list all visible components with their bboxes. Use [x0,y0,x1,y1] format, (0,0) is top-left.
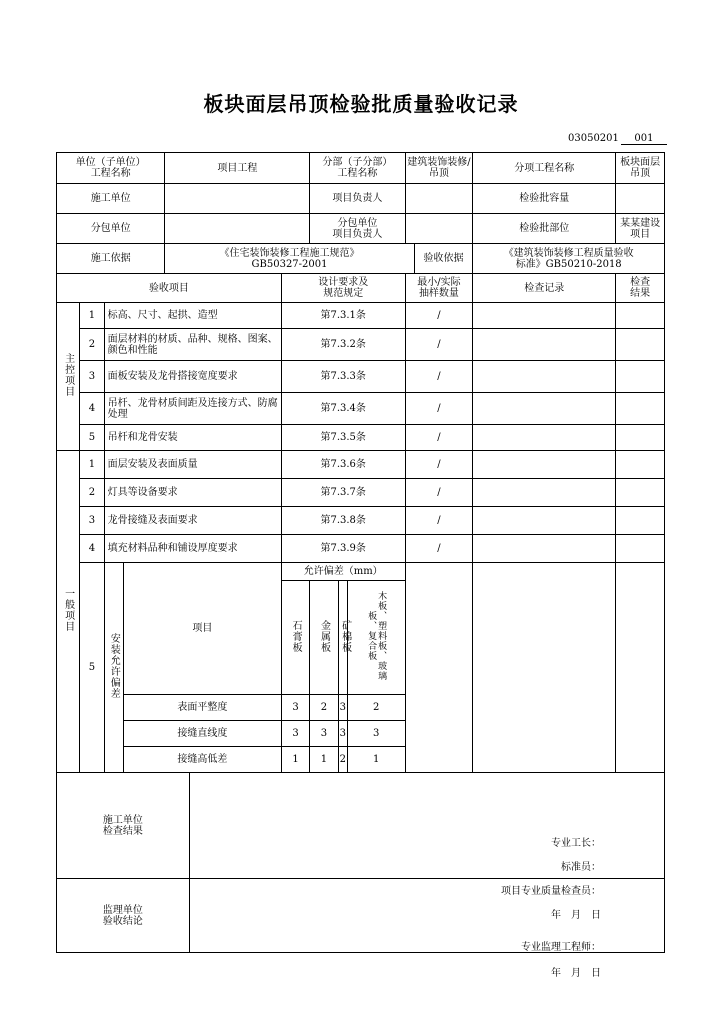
supervision-date-label: 年 月 日 [551,967,601,979]
main-item-record [473,303,616,329]
general-item-name: 灯具等设备要求 [104,479,281,507]
tolerance-sample-blank [405,563,473,773]
main-item-result [616,303,665,329]
general-item-record [473,507,616,535]
capacity-value [616,184,665,214]
sub-pm-value [405,214,473,244]
tolerance-record [473,563,616,773]
main-item-record [473,425,616,451]
general-item-spec: 第7.3.6条 [281,451,405,479]
column-item: 验收项目 [57,274,282,303]
standard-officer-label: 标准员： [561,861,601,873]
main-item-result [616,329,665,361]
supervision-check-label: 监理单位 验收结论 [57,879,190,953]
tolerance-value: 2 [338,747,347,773]
basis-label: 施工依据 [57,244,165,274]
basis-value: 《住宅装饰装修工程施工规范》 GB50327-2001 [165,244,414,274]
main-item-spec: 第7.3.4条 [281,393,405,425]
tolerance-group-label: 安装允许偏差 [104,563,123,773]
subitem-label: 分项工程名称 [473,153,616,184]
material-gypsum-board: 石膏板 [281,581,309,695]
column-result: 检查 结果 [616,274,665,303]
tolerance-result [616,563,665,773]
tolerance-value: 3 [338,695,347,721]
tolerance-row-name: 接缝直线度 [123,721,281,747]
construction-unit-value [165,184,310,214]
main-item-name: 吊杆、龙骨材质间距及连接方式、防腐处理 [104,393,281,425]
main-item-spec: 第7.3.5条 [281,425,405,451]
main-item-record [473,329,616,361]
tolerance-no: 5 [80,563,104,773]
column-record: 检查记录 [473,274,616,303]
tolerance-value: 3 [281,721,309,747]
general-item-no: 4 [80,535,104,563]
tolerance-row-name: 接缝高低差 [123,747,281,773]
general-item-sample: / [405,451,473,479]
general-item-no: 2 [80,479,104,507]
tolerance-value: 3 [338,721,347,747]
inspection-record-table [56,152,665,979]
general-item-result [616,535,665,563]
general-item-result [616,451,665,479]
main-item-no: 3 [80,361,104,393]
main-item-spec: 第7.3.2条 [281,329,405,361]
construction-date-label: 年 月 日 [551,909,601,921]
acceptance-basis-value: 《建筑装饰装修工程质量验收 标准》GB50210-2018 [473,244,665,274]
tolerance-value: 1 [281,747,309,773]
general-item-record [473,535,616,563]
capacity-label: 检验批容量 [473,184,616,214]
general-item-result [616,479,665,507]
pm-value [405,184,473,214]
tolerance-row-name: 表面平整度 [123,695,281,721]
general-item-record [473,451,616,479]
general-item-sample: / [405,479,473,507]
general-item-name: 填充材料品种和铺设厚度要求 [104,535,281,563]
main-item-name: 面层材料的材质、品种、规格、图案、颜色和性能 [104,329,281,361]
general-item-no: 3 [80,507,104,535]
main-item-record [473,393,616,425]
main-item-record [473,361,616,393]
construction-check-sign-area [189,773,664,921]
division-label: 分部（子分部） 工程名称 [310,153,405,184]
record-code-number: 001 [621,133,667,145]
general-item-sample: / [405,535,473,563]
main-item-sample: / [405,329,473,361]
general-item-name: 龙骨接缝及表面要求 [104,507,281,535]
acceptance-basis-label: 验收依据 [414,244,473,274]
tolerance-value: 2 [310,695,338,721]
general-item-no: 1 [80,451,104,479]
main-group-label: 主控项目 [57,303,80,451]
general-item-name: 面层安装及表面质量 [104,451,281,479]
material-wood-plastic-board: 木板、塑料板、玻璃板、复合板 [347,581,405,695]
tolerance-value: 1 [347,747,405,773]
general-item-spec: 第7.3.8条 [281,507,405,535]
main-item-name: 面板安装及龙骨搭接宽度要求 [104,361,281,393]
tolerance-value: 1 [310,747,338,773]
main-item-sample: / [405,361,473,393]
general-item-sample: / [405,507,473,535]
general-item-result [616,507,665,535]
sub-pm-label: 分包单位 项目负责人 [310,214,405,244]
division-value: 建筑装饰装修/ 吊顶 [405,153,473,184]
unit-value: 项目工程 [165,153,310,184]
main-item-result [616,425,665,451]
foreman-label: 专业工长： [551,837,601,849]
tolerance-item-label: 项目 [123,563,281,695]
record-code [568,133,667,145]
tolerance-value: 3 [347,721,405,747]
subitem-value: 板块面层吊顶 [616,153,665,184]
column-spec: 设计要求及 规范规定 [281,274,405,303]
main-item-no: 5 [80,425,104,451]
tolerance-value: 3 [310,721,338,747]
main-item-no: 4 [80,393,104,425]
main-item-no: 2 [80,329,104,361]
general-item-spec: 第7.3.9条 [281,535,405,563]
construction-unit-label: 施工单位 [57,184,165,214]
pm-label: 项目负责人 [310,184,405,214]
column-sample: 最小/实际 抽样数量 [405,274,473,303]
tolerance-header: 允许偏差（mm） [281,563,405,581]
material-mineral-wool-board: 矿棉板 [338,581,347,695]
sub-unit-value [165,214,310,244]
main-item-name: 标高、尺寸、起拱、造型 [104,303,281,329]
supervision-engineer-label: 专业监理工程师： [521,941,601,953]
main-item-spec: 第7.3.3条 [281,361,405,393]
main-item-no: 1 [80,303,104,329]
main-item-name: 吊杆和龙骨安装 [104,425,281,451]
main-item-result [616,393,665,425]
page-title: 板块面层吊顶检验批质量验收记录 [203,92,519,116]
tolerance-value: 3 [281,695,309,721]
sub-unit-label: 分包单位 [57,214,165,244]
main-item-spec: 第7.3.1条 [281,303,405,329]
record-code-prefix: 03050201 [568,133,619,144]
main-item-sample: / [405,425,473,451]
general-group-label: 一般项目 [57,451,80,773]
main-item-sample: / [405,303,473,329]
location-value: 某某建设项目 [616,214,665,244]
general-item-record [473,479,616,507]
unit-label: 单位（子单位） 工程名称 [57,153,165,184]
quality-inspector-label: 项目专业质量检查员： [501,885,601,897]
main-item-result [616,361,665,393]
tolerance-value: 2 [347,695,405,721]
construction-check-label: 施工单位 检查结果 [57,773,190,879]
general-item-spec: 第7.3.7条 [281,479,405,507]
main-item-sample: / [405,393,473,425]
material-metal-board: 金属板 [310,581,338,695]
location-label: 检验批部位 [473,214,616,244]
